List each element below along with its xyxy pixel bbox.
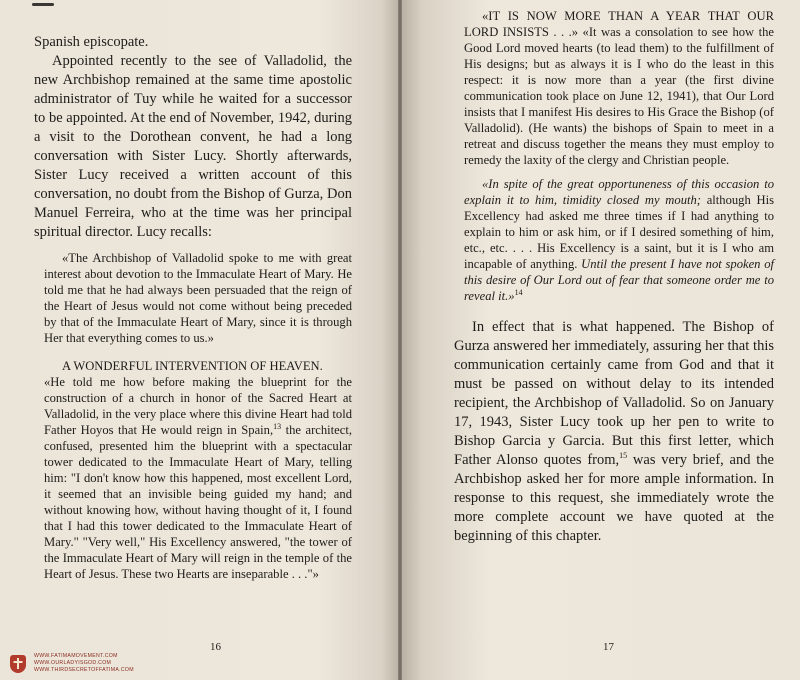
paragraph-effect: In effect that is what happened. The Bishop of Gurza answered her immediately, assuring her that this communication certainly came from God and that it must be passed on without delay to its intended recipient, the Archbishop of Valladolid. So on January 17, 1943, Sister Lucy took up her pen to write to Bishop Garcia y Garcia. But this first letter, which Father Alonso quotes from,$^{15}$ was very brief, and the Archbishop asked her for more ample information. In response to this request, she immediately wrote the more complete account we have quoted at the beginning of this chapter. <box>454 319 774 544</box>
quote-archbishop: «The Archbishop of Valladolid spoke to me with great interest about devotion to the Immaculate Heart of Mary. He told me that he had always been persuaded that the reign of the Heart of Jesus would not come without being preceded by that of the Immaculate Heart of Mary, since it is through Her that everything comes to us.» <box>44 251 352 345</box>
quote-timidity: «In spite of the great opportuneness of this occasion to explain it to him, timidity closed my mouth; although His Excellency had asked me three times if I had anything to explain to him or ask him, or if I desired something of him, etc., etc. . . . His Excellency is a saint, but it is I who am incapable of anything. Until the present I have not spoken of this desire of Our Lord out of fear that someone order me to reveal it.»$^{14}$ <box>464 177 775 303</box>
right-text-block <box>454 8 774 546</box>
footer-url: WWW.THIRDSECRETOFFATIMA.COM <box>34 667 134 673</box>
footer-urls <box>34 653 134 674</box>
paragraph-archbishop: Appointed recently to the see of Valladolid, the new Archbishop remained at the same time apostolic administrator of Tuy while he waited for a successor to be appointed. At the end of November, 1942, during a visit to the Dorothean convent, he had a long conversation with Sister Lucy. Shortly afterwards, Sister Lucy received a written account of this conversation, no doubt from the Bishop of Gurza, Don Manuel Ferreira, who at the time was her principal spiritual director. Lucy recalls: <box>34 53 352 240</box>
shield-logo-icon <box>10 655 26 673</box>
footnote-ref-14: 14 <box>514 287 523 297</box>
top-ink-mark <box>32 3 54 6</box>
footnote-ref-15: 15 <box>619 451 628 461</box>
quote-lord-insists: «IT IS NOW MORE THAN A YEAR THAT OUR LORD INSISTS . . .» «It was a consolation to see how the Good Lord moved hearts (to lead them) to the fulfillment of His designs; but as always it is I who do the least in this respect: it is now more than a year (the first divine communication took place on June 12, 1941), that Our Lord insists that I manifest His desires to His Grace the Bishop (of Valladolid). (He wants) the bishops of Spain to meet in a retreat and discuss together the means they must employ to remedy the laxity of the clergy and Christian people. <box>464 9 774 167</box>
page-number-left: 16 <box>210 641 221 653</box>
paragraph-continuation: Spanish episcopate. <box>34 34 149 50</box>
section-heading: A WONDERFUL INTERVENTION OF HEAVEN. <box>62 359 323 373</box>
quote-blueprint: «He told me how before making the blueprint for the construction of a church in honor of the Sacred Heart at Valladolid, in the very place where this divine Heart had told Father Hoyos that He would reign in Spain,$^{13}$ the architect, confused, presented him the blueprint with a spectacular tower dedicated to the Immaculate Heart of Mary, telling him: "I don't know how this happened, most excellent Lord, it seemed that an invisible being guided my hand; and without knowing how, without having thought of it, I found that I had this tower dedicated to the Immaculate Heart of Mary." "Very well," His Excellency answered, "the tower of the Immaculate Heart of Mary will reign in the temple of the Heart of Jesus. These two Hearts are inseparable . . ."» <box>44 375 352 581</box>
right-page <box>402 0 800 680</box>
footer-url: WWW.FATIMAMOVEMENT.COM <box>34 653 118 659</box>
footer-url: WWW.OURLADYISGOD.COM <box>34 660 112 666</box>
page-number-right: 17 <box>603 641 614 653</box>
left-page <box>0 0 398 680</box>
left-text-block <box>34 33 352 582</box>
footnote-ref-13: 13 <box>273 421 282 431</box>
